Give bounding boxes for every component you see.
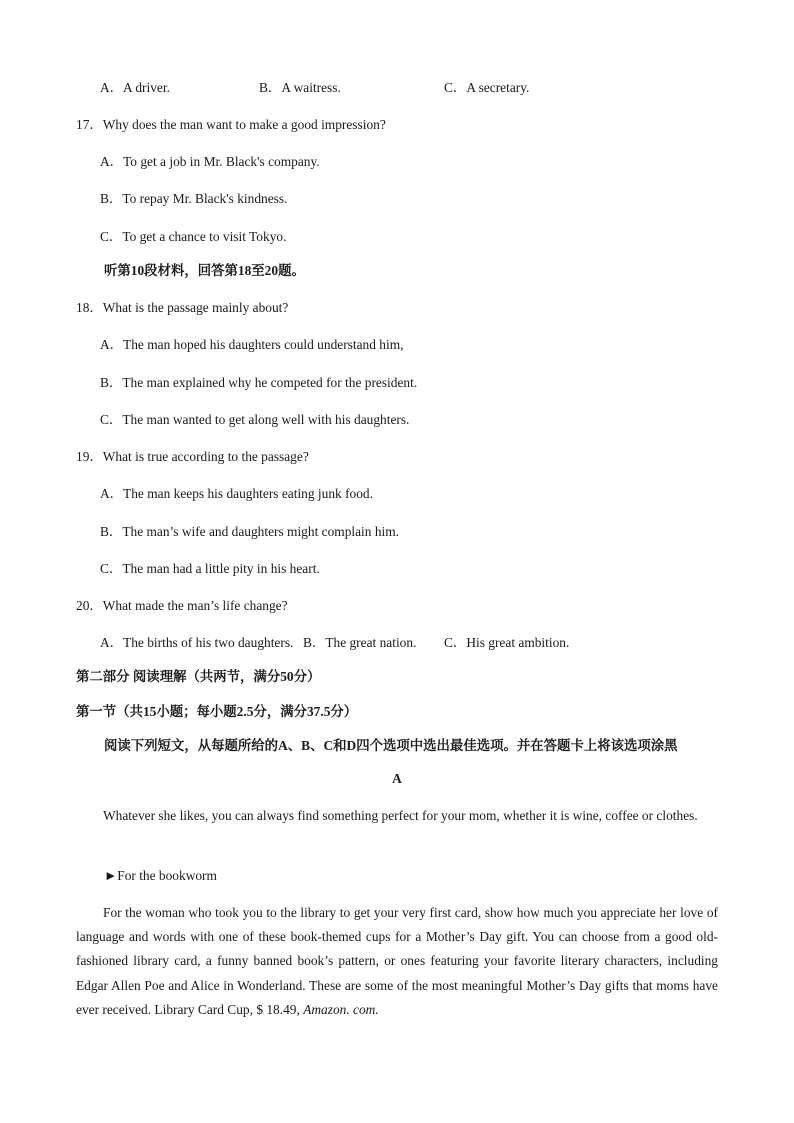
q16-option-b: B．A waitress. — [259, 80, 341, 95]
passage-body — [76, 901, 718, 1022]
passage-intro: Whatever she likes, you can always find something perfect for your mom, whether it is wine, coffee or clothes. — [103, 808, 698, 823]
passage-subheading: ►For the bookworm — [104, 868, 217, 883]
q19-option-c: C．The man had a little pity in his heart. — [100, 561, 320, 576]
section10-instruction: 听第10段材料，回答第18至20题。 — [104, 263, 305, 278]
q17-option-b: B．To repay Mr. Black's kindness. — [100, 191, 288, 206]
q19-stem: 19．What is true according to the passage? — [76, 449, 309, 464]
q17-stem: 17．Why does the man want to make a good impression? — [76, 117, 386, 132]
passage-body-text: For the woman who took you to the library to get your very first card, show how much you appreciate her love of language and words with one of these book-themed cups for a Mother’s Day gift. You can choose from a good old-fashioned library card, a funny banned book’s pattern, or ones featuring your favorite literary characters, including Edgar Allen Poe and Alice in Wonderland. These are some of the most meaningful Mother’s Day gifts that moms have ever received. Library Card Cup, $ 18.49, — [76, 905, 718, 1017]
part2-heading: 第二部分 阅读理解（共两节，满分50分） — [76, 669, 321, 684]
q16-option-c: C．A secretary. — [444, 80, 530, 95]
q17-option-c: C．To get a chance to visit Tokyo. — [100, 229, 287, 244]
q20-option-b: B．The great nation. — [303, 635, 417, 650]
q18-option-a: A．The man hoped his daughters could understand him, — [100, 337, 404, 352]
q18-option-c: C．The man wanted to get along well with his daughters. — [100, 412, 410, 427]
section1-heading: 第一节（共15小题；每小题2.5分，满分37.5分） — [76, 704, 358, 719]
q17-option-a: A．To get a job in Mr. Black's company. — [100, 154, 320, 169]
q20-option-c: C．His great ambition. — [444, 635, 570, 650]
passage-label: A — [392, 771, 402, 786]
q20-option-a: A．The births of his two daughters. — [100, 635, 294, 650]
reading-instruction: 阅读下列短文，从每题所给的A、B、C和D四个选项中选出最佳选项。并在答题卡上将该选项涂黑 — [104, 738, 678, 753]
q20-stem: 20．What made the man’s life change? — [76, 598, 288, 613]
q18-option-b: B．The man explained why he competed for the president. — [100, 375, 418, 390]
passage-source: Amazon. com. — [303, 1001, 379, 1017]
q16-option-a: A．A driver. — [100, 80, 170, 95]
q18-stem: 18．What is the passage mainly about? — [76, 300, 289, 315]
q19-option-b: B．The man’s wife and daughters might complain him. — [100, 524, 400, 539]
q19-option-a: A．The man keeps his daughters eating junk food. — [100, 486, 373, 501]
